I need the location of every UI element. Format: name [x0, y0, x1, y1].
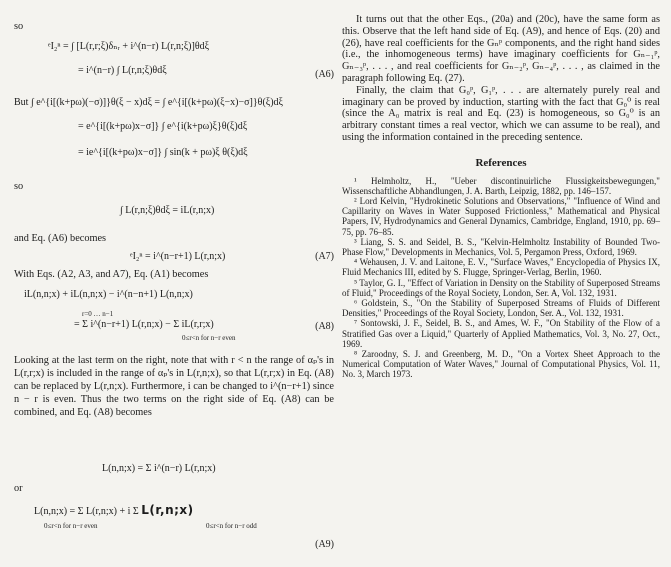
handwritten-term: L(r,n;x) — [141, 503, 194, 517]
equation-number-a7: (A7) — [315, 251, 334, 262]
equation-a8-sum2-limits: 0≤r<n for n−r even — [182, 334, 236, 342]
equation-a6-line2: = i^(n−r) ∫ L(r,n;ξ)θdξ — [78, 65, 167, 76]
equation-a8-sum1-limits: r=0 … n−1 — [82, 310, 114, 318]
equation-but-line2: = e^{i[(k+pω)x−σ]} ∫ e^{i(k+pω)ξ}θ(ξ)dξ — [78, 121, 248, 132]
so-label-1: so — [14, 21, 24, 32]
equation-number-a9: (A9) — [315, 539, 334, 550]
equation-a9-sum-b-limits: 0≤r<n for n−r odd — [206, 522, 257, 530]
equation-number-a8: (A8) — [315, 321, 334, 332]
and-eq-text: and Eq. (A6) becomes — [14, 233, 107, 244]
reference-item: ⁸ Zaroodny, S. J. and Greenberg, M. D., "On a Vortex Sheet Approach to the Numerical Computation of Water Waves," Journal of Computational Physics, Vol. 11, No. 3, March 1973. — [342, 349, 660, 380]
references-heading: References — [475, 156, 527, 169]
reference-item: ¹ Helmholtz, H., "Ueber discontinuirliche Flussigkeitsbewegungen," Wissenschaftliche Abhandlungen, J. A. Barth, Leipzig, 1882, pp. 146–157. — [342, 175, 660, 196]
reference-item: ⁷ Sontowski, J. F., Seidel, B. S., and Ames, W. F., "On Stability of the Flow of a Stratified Gas over a Liquid," Quarterly of Applied Mathematics, Vol. 3, No. 27, Oct., 1969. — [342, 318, 660, 349]
equation-a9-line1: L(n,n;x) = Σ i^(n−r) L(r,n;x) — [102, 463, 216, 474]
equation-so: ∫ L(r,n;ξ)θdξ = iL(r,n;x) — [120, 205, 215, 216]
reference-item: ² Lord Kelvin, "Hydrokinetic Solutions and Observations," "Influence of Wind and Capillarity on Waves in Water Supposed Frictionless," Mathematical and Physical Papers, IV, Hydrodynamics and General Dynamics, Cambridge, England, 1910, pp. 69–75, pp. 76–85. — [342, 195, 660, 237]
equation-a9-line2 — [34, 504, 194, 518]
equation-a9-sum-a-limits: 0≤r<n for n−r even — [44, 522, 98, 530]
reference-item: ⁵ Taylor, G. I., "Effect of Variation in Density on the Stability of Superposed Streams of Fluid," Proceedings of the Royal Society, London, Ser. A, Vol. 132, 1931. — [342, 277, 660, 298]
so-label-2: so — [14, 181, 24, 192]
reference-item: ³ Liang, S. S. and Seidel, B. S., "Kelvin-Helmholtz Instability of Bounded Two-Phase Flow," Developments in Mechanics, Vol. 5, Pergamon Press, Oxford, 1969. — [342, 236, 660, 257]
equation-a7: ᵉI₂ⁿ = i^(n−r+1) L(r,n;x) — [130, 251, 226, 262]
equation-but-line3: = ie^{i[(k+pω)x−σ]} ∫ sin(k + pω)ξ θ(ξ)dξ — [78, 147, 248, 158]
reference-item: ⁶ Goldstein, S., "On the Stability of Superposed Streams of Fluids of Different Densities," Proceedings of the Royal Society, London, Ser. A., Vol. 132, 1931. — [342, 298, 660, 319]
equation-a8-line1: iL(n,n;x) + iL(n,n;x) − i^(n−n+1) L(n,n;x) — [24, 289, 193, 300]
or-label: or — [14, 483, 23, 494]
paragraph-2: Finally, the claim that G₀ᵖ, G₁ᵖ, . . . are alternately purely real and imaginary can be proved by induction, starting with the fact that G₀⁰ is real (since the A₀ matrix is real and Eq. (23) is homogeneous, so G₀⁰ is an arbitrary constant times a real vector, which we can assume to be real), and using the information contained in the preceding sentence. — [342, 84, 660, 143]
reference-item: ⁴ Wehausen, J. V. and Laitone, E. V., "Surface Waves," Encyclopedia of Physics IX, Fluid Mechanics III, edited by S. Flugge, Springer-Verlag, Berlin, 1960. — [342, 257, 660, 278]
equation-a6-line1: ᵉI₂ⁿ = ∫ [L(r,r;ξ)δₙᵣ + i^(n−r) L(r,n;ξ)]θdξ — [48, 41, 210, 52]
equation-a8-line2: = Σ i^(n−r+1) L(r,n;x) − Σ iL(r,r;x) — [74, 319, 214, 330]
equation-a9-line2-text: L(n,n;x) = Σ L(r,n;x) + i Σ — [34, 506, 139, 517]
looking-paragraph: Looking at the last term on the right, note that with r < n the range of αₚ's in L(r,r;x) is included in the range of αₚ's in L(r,n;x), so that L(r,r;x) in Eq. (A8) can be replaced by L(r,n;x). Furthermore, i can be changed to i^(n−r+1) since n − r is even. Thus the two terms on the right side of Eq. (A8) can be combined, and Eq. (A8) becomes — [14, 355, 334, 418]
equation-number-a6: (A6) — [315, 69, 334, 80]
paragraph-1: It turns out that the other Eqs., (20a) and (20c), have the same form as this. Observe that the left hand side of Eq. (A9), and hence of Eqs. (20) and (26), have real coefficients for the Gₙᵖ components, and the right hand sides (i.e., the inhomogeneous terms) have imaginary coefficients for Gₙ₋₁ᵖ, Gₙ₋₃ᵖ, . . . , and real coefficients for Gₙ₋₂ᵖ, Gₙ₋₄ᵖ, . . . , as claimed in the paragraph following Eq. (27). — [342, 14, 660, 84]
equation-but-line1: But ∫ e^{i[(k+pω)(−σ)]}θ(ξ − x)dξ = ∫ e^{i[(k+pω)(ξ−x)−σ]}θ(ξ)dξ — [14, 97, 284, 108]
with-eqs-text: With Eqs. (A2, A3, and A7), Eq. (A1) becomes — [14, 269, 209, 280]
right-column — [342, 14, 660, 380]
